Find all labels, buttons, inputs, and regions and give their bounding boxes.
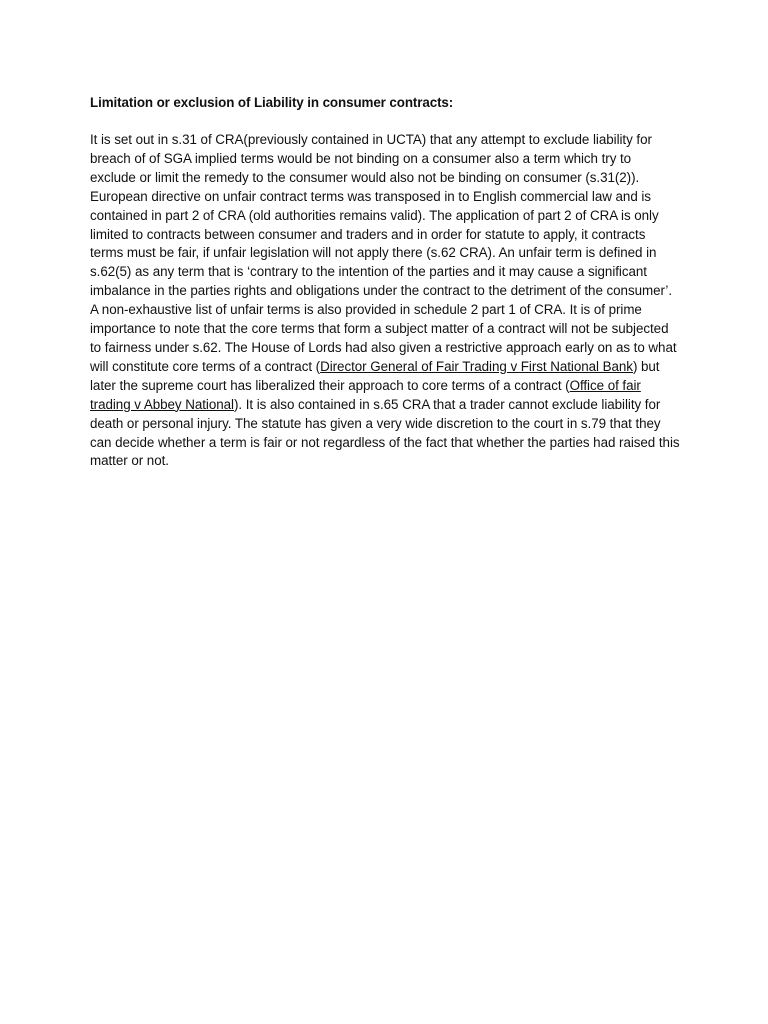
- document-content: [90, 93, 680, 471]
- section-heading: Limitation or exclusion of Liability in consumer contracts:: [90, 95, 454, 110]
- case-reference-first-national-bank: Director General of Fair Trading v First National Bank: [320, 358, 633, 374]
- paragraph-text-part-2: ) but later the supreme court has liberalized their approach to core terms of a contract (: [90, 358, 660, 393]
- paragraph-text-part-1: It is set out in s.31 of CRA(previously contained in UCTA) that any attempt to exclude liability for breach of of SGA implied terms would be not binding on a consumer also a term which try to exclude or limit the remedy to the consumer would also not be binding on consumer (s.31(2)). European directive on unfair contract terms was transposed in to English commercial law and is contained in part 2 of CRA (old authorities remains valid). The application of part 2 of CRA is only limited to contracts between consumer and traders and in order for statute to apply, it contracts terms must be fair, if unfair legislation will not apply there (s.62 CRA). An unfair term is defined in s.62(5) as any term that is ‘contrary to the intention of the parties and it may cause a significant imbalance in the parties rights and obligations under the contract to the detriment of the consumer’. A non-exhaustive list of unfair terms is also provided in schedule 2 part 1 of CRA. It is of prime importance to note that the core terms that form a subject matter of a contract will not be subjected to fairness under s.62. The House of Lords had also given a restrictive approach early on as to what will constitute core terms of a contract (: [90, 132, 677, 374]
- case-reference-abbey-national: Office of fair trading v Abbey National: [90, 377, 641, 412]
- body-paragraph: [90, 131, 680, 471]
- paragraph-text-part-3: ). It is also contained in s.65 CRA that a trader cannot exclude liability for death or personal injury. The statute has given a very wide discretion to the court in s.79 that they can decide whether a term is fair or not regardless of the fact that whether the parties had raised this matter or not.: [90, 396, 680, 469]
